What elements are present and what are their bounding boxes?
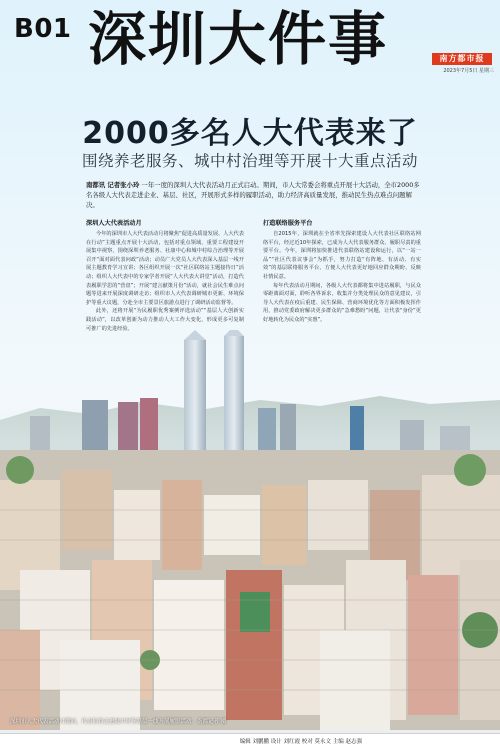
newspaper-logo: 南方都市报 <box>432 53 492 65</box>
right-paragraph: 自2015年，深圳就在全省率先探索建设人大代表社区联络站网络平台，经过近10年探索，已成为人大代表服务群众、履职尽责的重要平台。今年，深圳将加快推进代表联络站建设和运行，以“一站一品”“社区代表议事会”为抓手，努力打造“有阵地、有活动、有实效”的基层联络服务平台，方便人大代表更好地回应群众期盼、反映社情民意。 <box>263 231 421 280</box>
section-code: B01 <box>14 14 72 44</box>
issue-date: 2023年7月5日 星期三 <box>443 68 494 74</box>
editorial-credits: 编辑 刘鹏鹏 设计 刘红霞 校对 莫永文 主编 赵志强 <box>239 739 362 745</box>
left-column <box>86 219 244 333</box>
left-paragraph: 今年的深圳市人大代表活动月将聚焦“促进高质量发展、人大代表在行动”主题重点开展十大活动，包括对重点领域、重要工程建设开展集中视察，围绕深圳养老服务、社康中心和城中村综合治理等开展召开“面对面代表问政”活动；动员广大党员人大代表深入基层一线开展主题教育学习宣讲；各区组织开展一次“社区联络站主题接待日”活动；组织人大代表中的专家学者开展“人大代表大讲堂”活动，打造代表履职学思的“营盘”；开展“建言献策月份”活动，就社会民生难点问题等进来开展深度调研走访；组织市人大代表调研城市更新、环境保护等重大议题，分赴全市主要景区旅游点进行了调研活动监督等。 <box>86 231 244 306</box>
right-column <box>263 219 421 325</box>
right-paragraph: 每年代表活动月期间，各级人大代表都将集中进站履职，与民众零距离面对面，聆听各界诉求，收集并分类处理民众的意见建议，引导人大代表在疫后重建、民生保障、营商环境优化等方面积极发挥作用，推动党委政府解决更多群众的“急难愁盼”问题，让代表“身份”更好地转化为民众的“实惠”。 <box>263 282 421 323</box>
right-column-heading: 打造联络服务平台 <box>263 220 313 227</box>
subheadline: 围绕养老服务、城中村治理等开展十大重点活动 <box>81 152 418 170</box>
masthead-title: 深圳大件事 <box>88 5 389 73</box>
left-column-heading: 深圳人大代表活动月 <box>86 220 142 227</box>
lead-byline: 南都讯 记者张小玲 <box>86 181 140 189</box>
headline: 2000多名人大代表来了 <box>82 116 418 151</box>
city-skyline-photo <box>0 330 500 730</box>
photo-caption: 深圳市人大代表活动月期间，代表们将走进城中村等基层一线开展履职活动。南都记者 摄 <box>10 719 227 725</box>
lead-paragraph <box>86 180 420 210</box>
lead-text: 一年一度的深圳人大代表活动月正式启动。期间，市人大常委会将重点开展十大活动，全市2000多名各级人大代表走进企业、基层、社区，开展形式多样的履职活动，助力经济高质量发展，推动民生热点难点问题解决。 <box>86 181 420 209</box>
left-paragraph: 此外，还将开展“为民履职优秀案例评选活动”“基层人大创新实践活动”，以改革创新为动力推动人大工作大变化，形成更多可复制可推广的先进经验。 <box>86 308 244 332</box>
